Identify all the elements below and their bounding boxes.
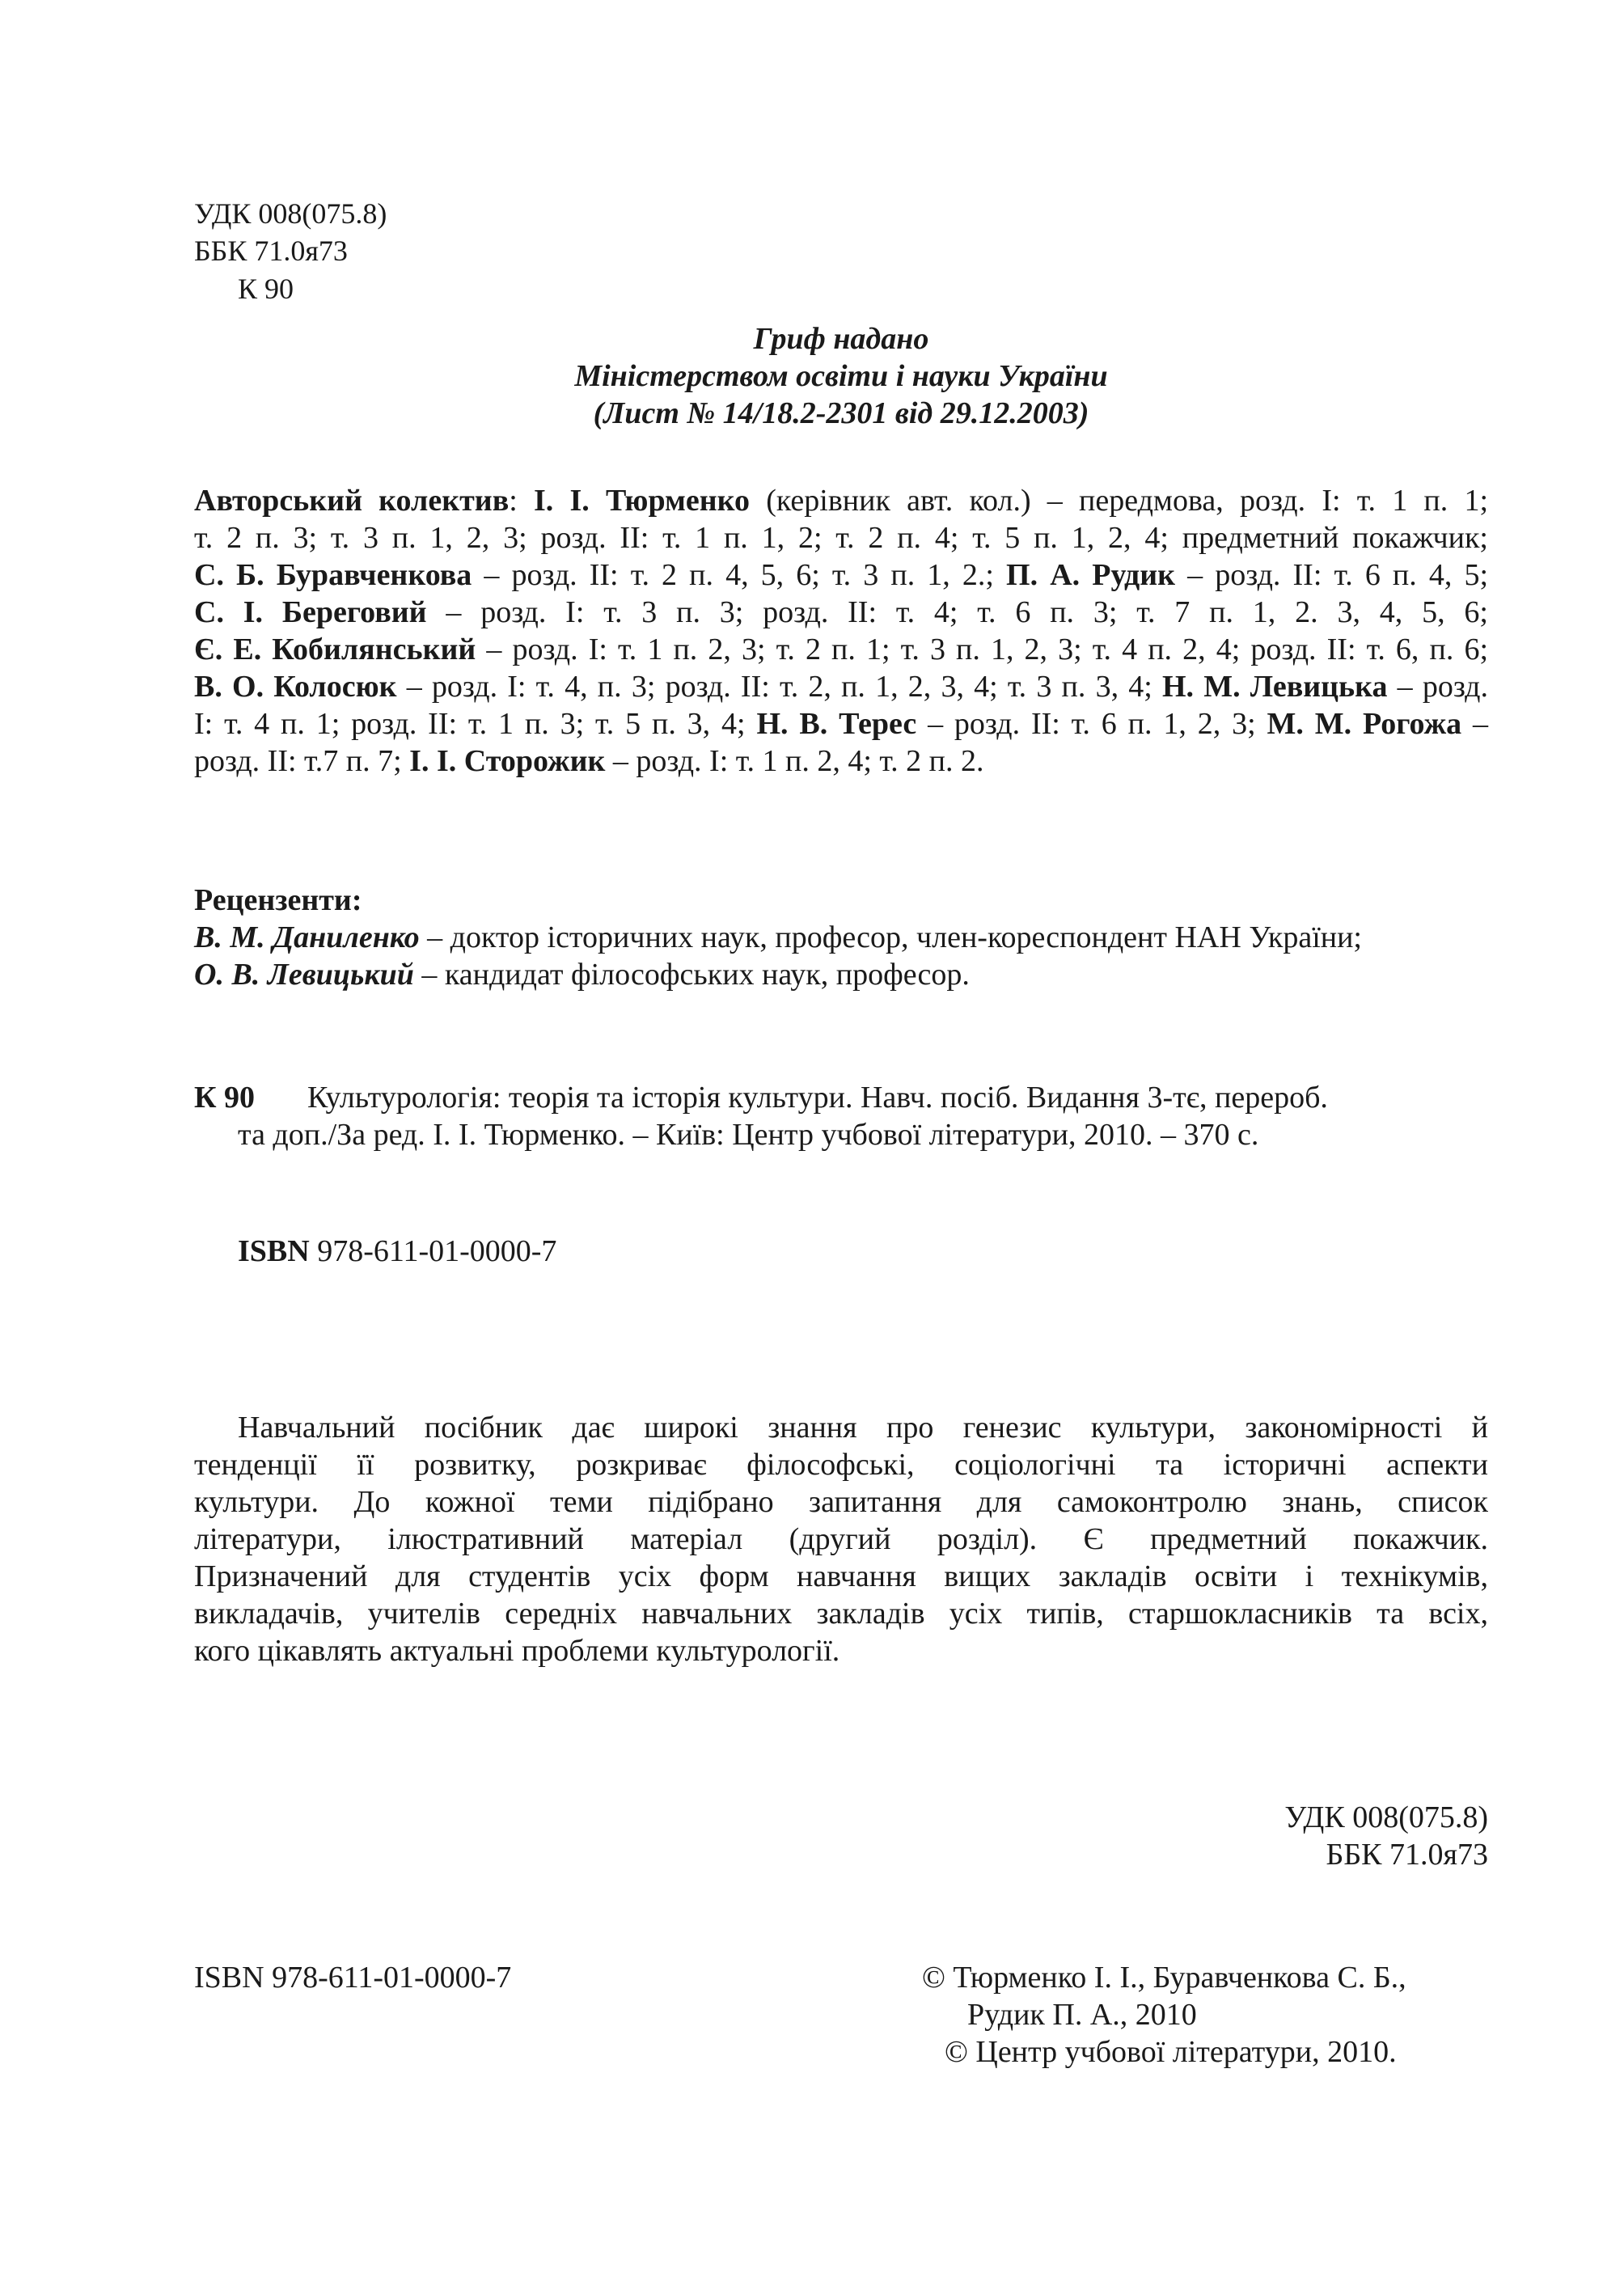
author-sections: – розд.: [1387, 670, 1488, 704]
author-sections: І: т. 4 п. 1; розд. ІІ: т. 1 п. 3; т. 5 п. 3, 4;: [194, 707, 757, 741]
reviewer-1-desc: – доктор історичних наук, професор, член-кореспондент НАН України;: [419, 920, 1362, 954]
annotation-line: Навчальний посібник дає широкі знання про генезис культури, закономірності й: [238, 1411, 1488, 1445]
copyright-line-3: © Центр учбової літератури, 2010.: [945, 2035, 1397, 2069]
approval-line-3: (Лист № 14/18.2-2301 від 29.12.2003): [593, 396, 1089, 430]
author-name: Н. В. Терес: [756, 707, 917, 741]
udk-code: УДК 008(075.8): [194, 197, 387, 230]
authors-line: [194, 742, 1488, 780]
isbn-value: 978-611-01-0000-7: [317, 1234, 557, 1268]
authors-line: [194, 519, 1488, 556]
authors-line: [194, 594, 1488, 631]
reviewer-2-name: О. В. Левицький: [194, 958, 414, 992]
reviewers-heading: Рецензенти:: [194, 883, 362, 917]
reviewer-1: [194, 919, 1362, 956]
author-name: Н. М. Левицька: [1162, 670, 1388, 704]
authors-line: [194, 556, 1488, 594]
catalog-line-2: та доп./За ред. І. І. Тюрменко. – Київ: Центр учбової літератури, 2010. – 370 с.: [238, 1118, 1259, 1152]
footer-udk: УДК 008(075.8): [1284, 1800, 1488, 1834]
authors-line: [194, 482, 1488, 519]
author-name: С. Б. Буравченкова: [194, 558, 472, 592]
annotation-line: кого цікавлять актуальні проблеми культурології.: [194, 1634, 840, 1668]
annotation-line: викладачів, учителів середніх навчальних закладів усіх типів, старшокласників та всіх,: [194, 1597, 1488, 1631]
annotation-line: Призначений для студентів усіх форм навчання вищих закладів освіти і технікумів,: [194, 1559, 1488, 1593]
authors-line: [194, 631, 1488, 668]
catalog-line-1: Культурологія: теорія та історія культури. Навч. посіб. Видання 3-тє, перероб.: [307, 1081, 1328, 1115]
approval-line-1: Гриф надано: [753, 322, 929, 356]
author-name: В. О. Колосюк: [194, 670, 397, 704]
author-name: М. М. Рогожа: [1267, 707, 1462, 741]
author-sections: – розд. ІІ: т. 2 п. 4, 5, 6; т. 3 п. 1, 2.;: [472, 558, 1007, 592]
annotation-line: культури. До кожної теми підібрано запитання для самоконтролю знань, список: [194, 1485, 1488, 1519]
author-name: Є. Е. Кобилянський: [194, 632, 476, 666]
author-name: Авторський колектив: [194, 484, 510, 518]
author-sections: – розд. І: т. 4, п. 3; розд. ІІ: т. 2, п. 1, 2, 3, 4; т. 3 п. 3, 4;: [396, 670, 1162, 704]
copyright-line-2: Рудик П. А., 2010: [967, 1998, 1197, 2032]
author-sections: – розд. ІІ: т. 6 п. 1, 2, 3;: [916, 707, 1267, 741]
authors-line: [194, 668, 1488, 705]
reviewer-2-desc: – кандидат філософських наук, професор.: [413, 958, 970, 992]
author-sections: (керівник авт. кол.) – передмова, розд. І: т. 1 п. 1;: [750, 484, 1488, 518]
catalog-code: К 90: [194, 1081, 256, 1115]
footer-isbn: ISBN 978-611-01-0000-7: [194, 1961, 512, 1995]
author-sections: – розд. ІІ: т. 6 п. 4, 5;: [1175, 558, 1488, 592]
author-name: І. І. Сторожик: [409, 744, 606, 778]
reviewer-2: [194, 956, 970, 993]
author-sections: – розд. І: т. 3 п. 3; розд. ІІ: т. 4; т. 6 п. 3; т. 7 п. 1, 2. 3, 4, 5, 6;: [426, 595, 1488, 629]
author-name: П. А. Рудик: [1006, 558, 1176, 592]
author-sections: – розд. І: т. 1 п. 2, 4; т. 2 п. 2.: [605, 744, 984, 778]
annotation-line: тенденції її розвитку, розкриває філософські, соціологічні та історичні аспекти: [194, 1448, 1488, 1482]
copyright-line-1: © Тюрменко І. І., Буравченкова С. Б.,: [922, 1961, 1406, 1995]
author-sign-code: К 90: [238, 273, 294, 305]
author-sections: т. 2 п. 3; т. 3 п. 1, 2, 3; розд. ІІ: т. 1 п. 1, 2; т. 2 п. 4; т. 5 п. 1, 2, 4; предметний покажчик;: [194, 521, 1488, 555]
approval-line-2: Міністерством освіти і науки України: [574, 359, 1108, 393]
footer-bbk: ББК 71.0я73: [1326, 1838, 1488, 1872]
isbn-label: ISBN: [238, 1234, 310, 1268]
authors-line: [194, 705, 1488, 742]
annotation-line: літератури, ілюстративний матеріал (другий розділ). Є предметний покажчик.: [194, 1522, 1488, 1556]
bbk-code: ББК 71.0я73: [194, 235, 348, 267]
author-sections: –: [1461, 707, 1489, 741]
reviewer-1-name: В. М. Даниленко: [194, 920, 420, 954]
author-sections: розд. ІІ: т.7 п. 7;: [194, 744, 410, 778]
catalog-isbn: [238, 1233, 556, 1270]
author-name: І. І. Тюрменко: [533, 484, 751, 518]
author-sections: – розд. І: т. 1 п. 2, 3; т. 2 п. 1; т. 3 п. 1, 2, 3; т. 4 п. 2, 4; розд. ІІ: т. 6, п. 6;: [476, 632, 1489, 666]
author-sections: :: [509, 484, 534, 518]
author-name: С. І. Береговий: [194, 595, 427, 629]
